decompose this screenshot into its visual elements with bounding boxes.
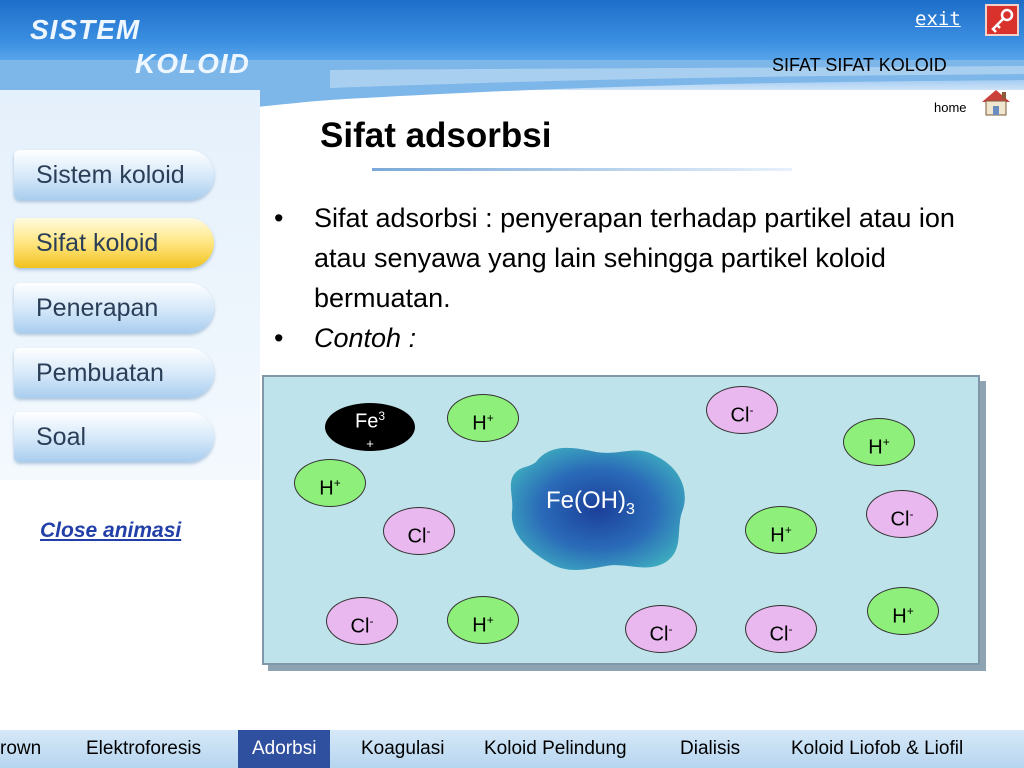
bullet-text: Contoh :	[314, 323, 417, 353]
h-ion-base: H	[319, 477, 334, 500]
cl-ion-charge: -	[668, 622, 673, 636]
h-ion-charge: +	[906, 604, 914, 618]
bullet-text: Sifat adsorbsi : penyerapan terhadap partikel atau ion atau senyawa yang lain sehingga partikel koloid bermuatan.	[314, 203, 955, 313]
fe-ion-base: Fe	[354, 410, 379, 433]
nav-item-adorbsi[interactable]: Adorbsi	[238, 730, 330, 768]
h-ion	[843, 418, 915, 466]
cl-ion-base: Cl	[730, 404, 750, 427]
bullet-item	[270, 198, 960, 318]
cl-ion-charge: -	[749, 403, 754, 417]
h-ion-charge: +	[882, 435, 890, 449]
cl-ion-base: Cl	[350, 615, 370, 638]
close-animation-link[interactable]: Close animasi	[40, 519, 182, 542]
cl-ion-charge: -	[788, 622, 793, 636]
home-label: home	[934, 100, 967, 115]
sidebar-item-pembuatan[interactable]: Pembuatan	[14, 348, 214, 398]
cl-ion-charge: -	[369, 614, 374, 628]
exit-link[interactable]: exit	[915, 8, 961, 30]
title-underline	[372, 168, 792, 171]
h-ion-charge: +	[486, 613, 494, 627]
logo-line1: SISTEM	[30, 14, 141, 45]
bullet-list	[270, 198, 960, 358]
h-ion-charge: +	[486, 411, 494, 425]
fe-ion-charge: +	[366, 435, 374, 451]
h-ion	[867, 587, 939, 635]
bullet-dot: •	[274, 203, 284, 233]
h-ion	[447, 394, 519, 442]
cl-ion	[745, 605, 817, 653]
nav-item-brown[interactable]: rown	[0, 738, 42, 759]
h-ion-base: H	[770, 524, 785, 547]
cl-ion-base: Cl	[407, 525, 427, 548]
sidebar-item-sifat-koloid[interactable]: Sifat koloid	[14, 218, 214, 268]
h-ion	[294, 459, 366, 507]
bullet-item	[270, 318, 960, 358]
home-icon[interactable]	[978, 86, 1014, 118]
cl-ion	[706, 386, 778, 434]
fe-ion-sup: 3	[378, 409, 386, 423]
cl-ion-base: Cl	[890, 508, 910, 531]
h-ion	[745, 506, 817, 554]
cl-ion-charge: -	[426, 524, 431, 538]
cl-ion	[326, 597, 398, 645]
nav-item-koloid-liofob-liofil[interactable]: Koloid Liofob & Liofil	[791, 738, 964, 759]
bullet-dot: •	[274, 323, 284, 353]
cl-ion-base: Cl	[649, 623, 669, 646]
section-title: SIFAT SIFAT KOLOID	[772, 55, 947, 75]
h-ion-base: H	[892, 605, 907, 628]
cl-ion-base: Cl	[769, 623, 789, 646]
h-ion-base: H	[472, 614, 487, 637]
h-ion	[447, 596, 519, 644]
cl-ion	[383, 507, 455, 555]
logo-line2: KOLOID	[135, 48, 250, 79]
colloid-label	[546, 487, 635, 519]
sidebar-item-penerapan[interactable]: Penerapan	[14, 283, 214, 333]
fe3-ion	[325, 403, 415, 451]
cl-ion	[866, 490, 938, 538]
nav-item-dialisis[interactable]: Dialisis	[680, 738, 741, 759]
h-ion-base: H	[868, 436, 883, 459]
page-title: Sifat adsorbsi	[320, 116, 552, 155]
h-ion-charge: +	[784, 523, 792, 537]
colloid-subscript: 3	[626, 500, 635, 518]
cl-ion-charge: -	[909, 507, 914, 521]
nav-item-koloid-pelindung[interactable]: Koloid Pelindung	[484, 738, 627, 759]
h-ion-base: H	[472, 412, 487, 435]
nav-item-elektroforesis[interactable]: Elektroforesis	[86, 738, 202, 759]
sidebar-item-sistem-koloid[interactable]: Sistem koloid	[14, 150, 214, 200]
nav-item-koagulasi[interactable]: Koagulasi	[361, 738, 445, 759]
exit-key-icon[interactable]	[985, 4, 1019, 36]
cl-ion	[625, 605, 697, 653]
h-ion-charge: +	[333, 476, 341, 490]
sidebar-item-soal[interactable]: Soal	[14, 412, 214, 462]
colloid-base: Fe(OH)	[546, 487, 626, 514]
header-bar	[0, 0, 1024, 90]
